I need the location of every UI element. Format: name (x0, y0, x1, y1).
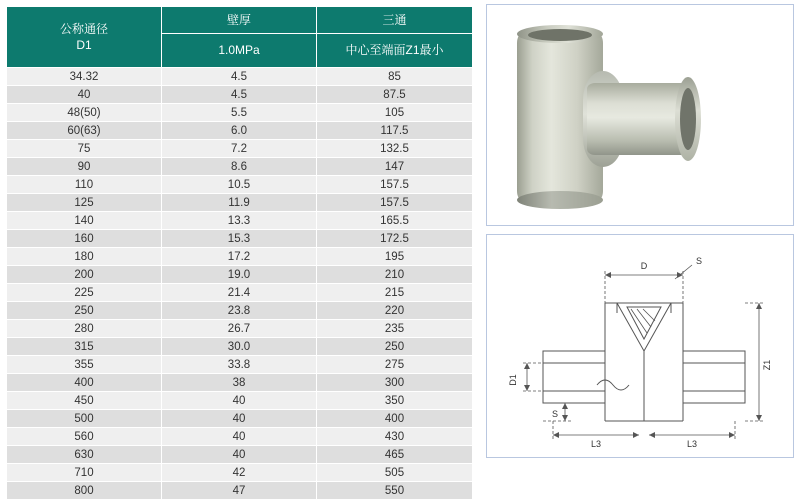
cell-center-to-end: 505 (317, 464, 473, 482)
header-tee-center-to-end: 中心至端面Z1最小 (317, 34, 473, 68)
run-left-outline (543, 351, 605, 403)
cell-nominal-diameter: 40 (7, 86, 162, 104)
tee-top-socket-bore (528, 29, 592, 41)
cell-wall-thickness: 47 (162, 482, 317, 500)
dim-l3-extensions (553, 421, 735, 441)
cell-nominal-diameter: 110 (7, 176, 162, 194)
table-row (7, 68, 473, 86)
cell-center-to-end: 117.5 (317, 122, 473, 140)
cell-nominal-diameter: 450 (7, 392, 162, 410)
cell-center-to-end: 400 (317, 410, 473, 428)
table-row (7, 140, 473, 158)
header-nominal-diameter (7, 7, 162, 68)
cell-wall-thickness: 21.4 (162, 284, 317, 302)
table-row (7, 428, 473, 446)
cell-center-to-end: 250 (317, 338, 473, 356)
cell-wall-thickness: 19.0 (162, 266, 317, 284)
dim-d-extensions (605, 271, 683, 303)
dimension-lines (523, 265, 763, 441)
cell-nominal-diameter: 34.32 (7, 68, 162, 86)
cell-wall-thickness: 5.5 (162, 104, 317, 122)
cell-center-to-end: 157.5 (317, 194, 473, 212)
cell-center-to-end: 132.5 (317, 140, 473, 158)
table-row (7, 212, 473, 230)
cell-center-to-end: 430 (317, 428, 473, 446)
table-row (7, 176, 473, 194)
table-row (7, 194, 473, 212)
table-header (7, 7, 473, 68)
cell-nominal-diameter: 140 (7, 212, 162, 230)
cell-wall-thickness: 15.3 (162, 230, 317, 248)
dim-z1-extensions (745, 303, 763, 421)
table-row (7, 86, 473, 104)
cell-center-to-end: 147 (317, 158, 473, 176)
table-header-row-1 (7, 7, 473, 34)
tee-dimension-drawing (487, 235, 793, 457)
table-row (7, 356, 473, 374)
cell-wall-thickness: 6.0 (162, 122, 317, 140)
label-s-top: S (695, 256, 703, 266)
cell-nominal-diameter: 125 (7, 194, 162, 212)
cell-center-to-end: 210 (317, 266, 473, 284)
cell-nominal-diameter: 280 (7, 320, 162, 338)
cell-center-to-end: 550 (317, 482, 473, 500)
label-d: D (640, 261, 648, 271)
cell-wall-thickness: 26.7 (162, 320, 317, 338)
product-photo-panel (486, 4, 794, 226)
table-row (7, 122, 473, 140)
cell-nominal-diameter: 160 (7, 230, 162, 248)
cell-center-to-end: 275 (317, 356, 473, 374)
cell-wall-thickness: 40 (162, 446, 317, 464)
dimension-arrows (524, 272, 762, 438)
cell-nominal-diameter: 500 (7, 410, 162, 428)
cell-nominal-diameter: 200 (7, 266, 162, 284)
table-row (7, 374, 473, 392)
cell-nominal-diameter: 90 (7, 158, 162, 176)
product-photo-image (487, 5, 793, 225)
cell-center-to-end: 350 (317, 392, 473, 410)
cell-nominal-diameter: 800 (7, 482, 162, 500)
cell-wall-thickness: 11.9 (162, 194, 317, 212)
cell-wall-thickness: 10.5 (162, 176, 317, 194)
cell-center-to-end: 85 (317, 68, 473, 86)
table-row (7, 104, 473, 122)
cell-center-to-end: 235 (317, 320, 473, 338)
cell-center-to-end: 165.5 (317, 212, 473, 230)
cell-wall-thickness: 4.5 (162, 86, 317, 104)
cell-wall-thickness: 8.6 (162, 158, 317, 176)
header-nominal-diameter-line1: 公称通径 (59, 21, 108, 36)
header-tee: 三通 (317, 7, 473, 34)
header-wall-thickness-pressure: 1.0MPa (162, 34, 317, 68)
header-nominal-diameter-line2: D1 (76, 38, 92, 52)
label-s-bottom: S (551, 409, 559, 419)
table-row (7, 338, 473, 356)
table-row (7, 392, 473, 410)
cell-nominal-diameter: 225 (7, 284, 162, 302)
cell-nominal-diameter: 400 (7, 374, 162, 392)
cell-wall-thickness: 42 (162, 464, 317, 482)
cell-nominal-diameter: 560 (7, 428, 162, 446)
cell-wall-thickness: 40 (162, 392, 317, 410)
cell-wall-thickness: 7.2 (162, 140, 317, 158)
table-row (7, 410, 473, 428)
tee-branch-socket-bore (680, 88, 696, 150)
table-row (7, 248, 473, 266)
cell-nominal-diameter: 710 (7, 464, 162, 482)
table-row (7, 266, 473, 284)
cell-center-to-end: 195 (317, 248, 473, 266)
spec-table-panel (6, 6, 472, 497)
cell-wall-thickness: 40 (162, 428, 317, 446)
tee-bottom-socket-rim (517, 191, 603, 209)
spec-table (6, 6, 473, 500)
cell-wall-thickness: 40 (162, 410, 317, 428)
table-row (7, 158, 473, 176)
cell-nominal-diameter: 630 (7, 446, 162, 464)
label-l3-right: L3 (686, 439, 698, 449)
cell-center-to-end: 172.5 (317, 230, 473, 248)
table-row (7, 284, 473, 302)
cell-wall-thickness: 13.3 (162, 212, 317, 230)
dimension-labels (508, 256, 772, 449)
dimension-drawing-panel (486, 234, 794, 458)
cell-wall-thickness: 17.2 (162, 248, 317, 266)
table-row (7, 482, 473, 500)
cell-nominal-diameter: 355 (7, 356, 162, 374)
cell-center-to-end: 87.5 (317, 86, 473, 104)
cell-wall-thickness: 38 (162, 374, 317, 392)
run-right-outline (683, 351, 745, 403)
cell-center-to-end: 465 (317, 446, 473, 464)
label-z1: Z1 (762, 359, 772, 371)
table-row (7, 464, 473, 482)
cell-nominal-diameter: 180 (7, 248, 162, 266)
cell-nominal-diameter: 48(50) (7, 104, 162, 122)
label-l3-left: L3 (590, 439, 602, 449)
table-body (7, 68, 473, 500)
table-row (7, 320, 473, 338)
cell-wall-thickness: 4.5 (162, 68, 317, 86)
cell-center-to-end: 215 (317, 284, 473, 302)
cell-nominal-diameter: 250 (7, 302, 162, 320)
cell-center-to-end: 157.5 (317, 176, 473, 194)
table-row (7, 446, 473, 464)
run-wall-break-symbol (597, 380, 629, 390)
cell-wall-thickness: 30.0 (162, 338, 317, 356)
cell-wall-thickness: 23.8 (162, 302, 317, 320)
cell-wall-thickness: 33.8 (162, 356, 317, 374)
cell-center-to-end: 220 (317, 302, 473, 320)
cell-center-to-end: 105 (317, 104, 473, 122)
cell-nominal-diameter: 315 (7, 338, 162, 356)
table-row (7, 230, 473, 248)
cell-nominal-diameter: 60(63) (7, 122, 162, 140)
table-row (7, 302, 473, 320)
label-d1: D1 (508, 374, 518, 386)
section-hatch (627, 307, 661, 339)
header-wall-thickness: 壁厚 (162, 7, 317, 34)
cell-nominal-diameter: 75 (7, 140, 162, 158)
cell-center-to-end: 300 (317, 374, 473, 392)
